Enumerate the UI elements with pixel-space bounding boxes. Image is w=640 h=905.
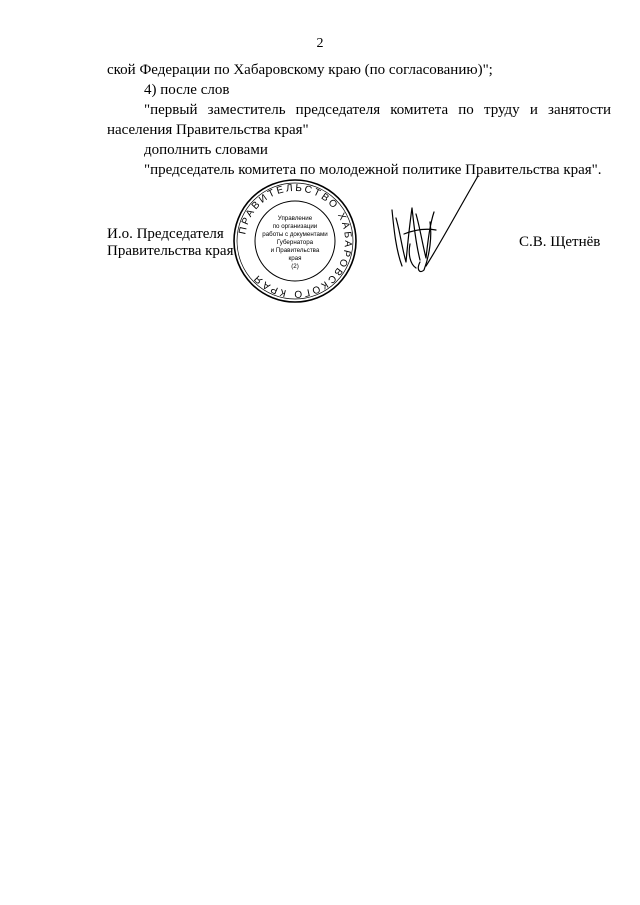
paragraph-quoted-old: "первый заместитель председателя комитета по труду и занятости населения Правительства края"	[107, 102, 611, 138]
seal-outer-text: ПРАВИТЕЛЬСТВО ХАБАРОВСКОГО КРАЯ	[237, 182, 354, 300]
page-number: 2	[316, 36, 324, 51]
paragraph-quoted-new: "председатель комитета по молодежной политике Правительства края".	[144, 162, 602, 178]
svg-text:Губернатора: Губернатора	[276, 239, 314, 246]
signature-title-line1: И.о. Председателя	[107, 226, 224, 242]
svg-text:края: края	[288, 255, 302, 262]
svg-text:и Правительства: и Правительства	[270, 247, 320, 254]
svg-text:по организации: по организации	[272, 223, 318, 230]
official-seal	[232, 178, 358, 304]
svg-text:(2): (2)	[291, 263, 299, 270]
document-body	[107, 60, 611, 180]
seal-inner-text	[262, 215, 328, 270]
signature-title	[107, 226, 234, 260]
svg-text:работы с документами: работы с документами	[262, 231, 328, 238]
signature-title-line2: Правительства края	[107, 243, 234, 259]
svg-text:Управление: Управление	[277, 215, 313, 222]
paragraph-continuation: ской Федерации по Хабаровскому краю (по согласованию)";	[107, 62, 493, 78]
paragraph-item-4: 4) после слов	[144, 82, 230, 98]
paragraph-add-words: дополнить словами	[144, 142, 268, 158]
handwritten-signature	[380, 170, 480, 280]
signer-name: С.В. Щетнёв	[519, 234, 601, 250]
